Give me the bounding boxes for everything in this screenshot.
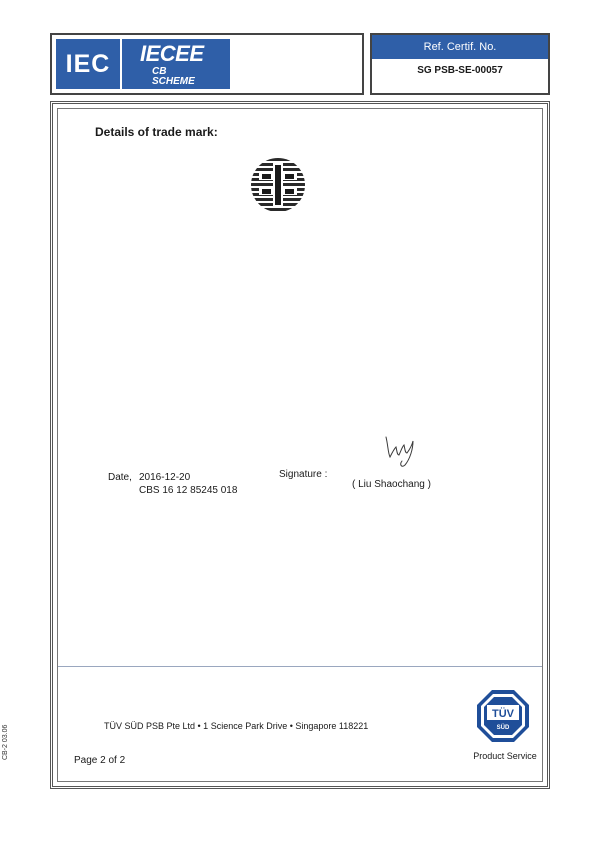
certificate-frame (50, 101, 550, 789)
page-number: Page 2 of 2 (74, 755, 126, 766)
tuv-sud-logo-icon (476, 689, 530, 743)
cb-logo-text: CB (152, 66, 167, 77)
form-code: CB-2 03.06 (2, 724, 9, 760)
footer-divider (58, 666, 542, 667)
reference-certificate-box (370, 33, 550, 95)
ref-certif-value: SG PSB-SE-00057 (417, 65, 503, 76)
iecee-cb-logo (122, 39, 230, 89)
signatory-name: ( Liu Shaochang ) (352, 479, 431, 490)
ref-certif-label: Ref. Certif. No. (372, 35, 548, 59)
iec-logo: IEC (56, 39, 120, 89)
company-address: TÜV SÜD PSB Pte Ltd • 1 Science Park Drive • Singapore 118221 (104, 721, 369, 731)
certificate-inner-frame (57, 108, 543, 782)
product-service-label: Product Service (473, 751, 537, 761)
date-value: 2016-12-20 (139, 472, 191, 483)
svg-text:TÜV: TÜV (492, 708, 514, 720)
date-label: Date, (108, 472, 132, 483)
trade-mark-heading: Details of trade mark: (95, 125, 218, 139)
trademark-icon (250, 157, 306, 213)
signature-label: Signature : (279, 469, 328, 480)
scheme-logo-text: SCHEME (152, 76, 195, 87)
reference-code: CBS 16 12 85245 018 (139, 485, 238, 496)
header-logo-box (50, 33, 364, 95)
iecee-logo-text: IECEE (140, 41, 204, 66)
handwritten-signature (380, 431, 420, 471)
svg-text:SÜD: SÜD (496, 725, 510, 731)
